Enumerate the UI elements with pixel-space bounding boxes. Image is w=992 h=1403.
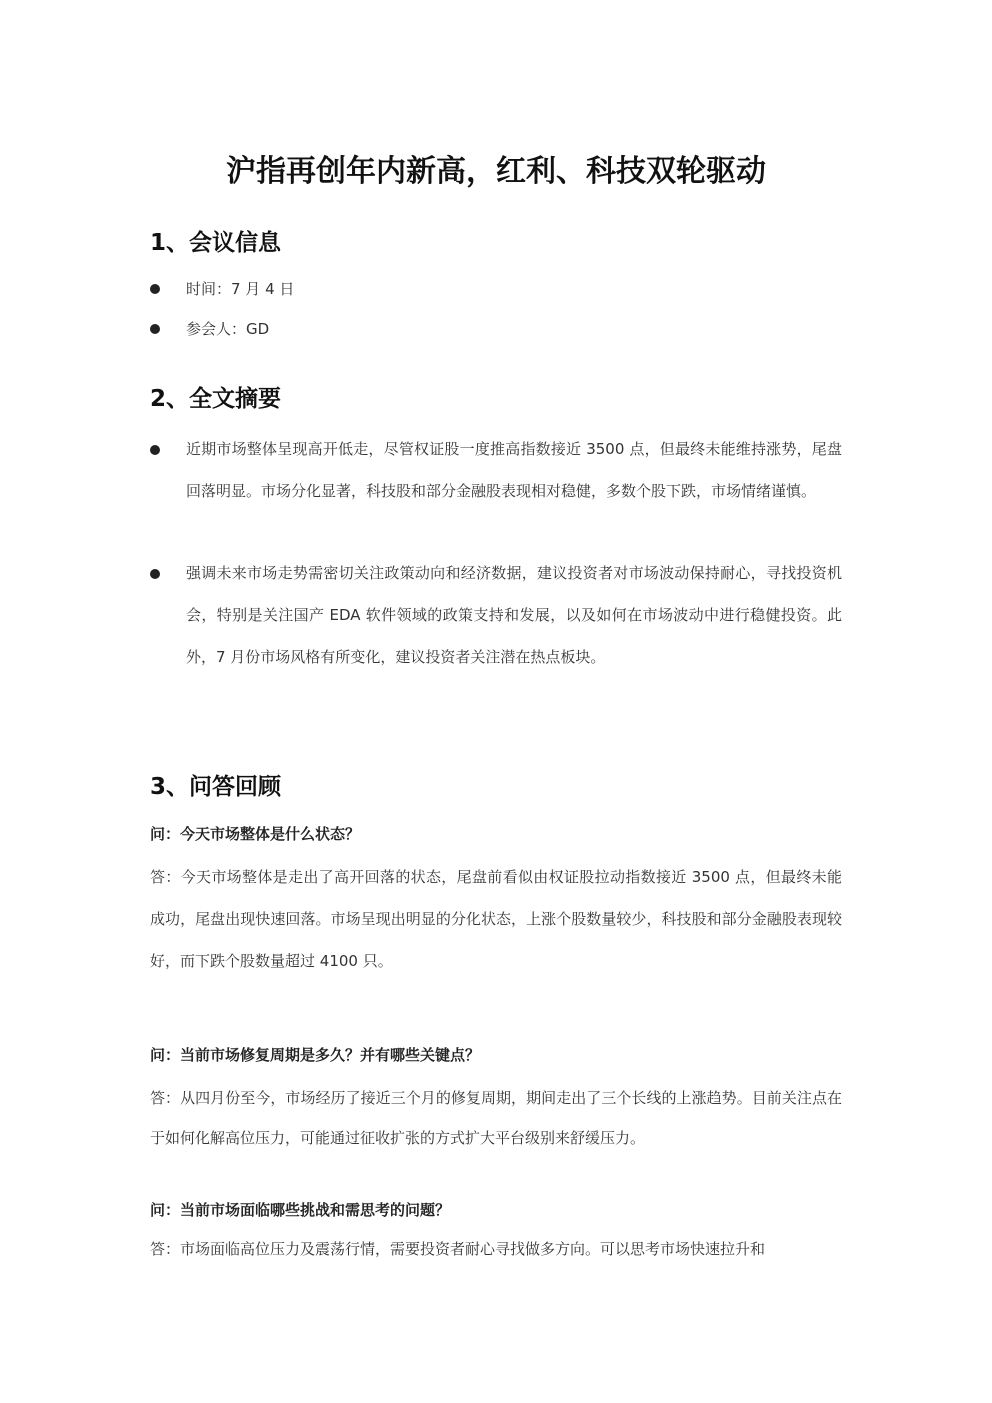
bullet-icon — [150, 284, 160, 294]
meeting-time: 时间：7 月 4 日 — [186, 280, 295, 298]
question: 问：今天市场整体是什么状态？ — [150, 825, 361, 843]
summary-paragraph: 近期市场整体呈现高开低走，尽管权证股一度推高指数接近 3500 点，但最终未能维持涨势，尾盘回落明显。市场分化显著，科技股和部分金融股表现相对稳健，多数个股下跌，市场情绪谨慎。 — [186, 440, 842, 500]
meeting-participants: 参会人：GD — [186, 320, 270, 338]
answer: 答：从四月份至今，市场经历了接近三个月的修复周期，期间走出了三个长线的上涨趋势。目前关注点在于如何化解高位压力，可能通过征收扩张的方式扩大平台级别来舒缓压力。 — [150, 1089, 842, 1147]
question: 问：当前市场修复周期是多久？并有哪些关键点？ — [150, 1046, 481, 1064]
document-title: 沪指再创年内新高，红利、科技双轮驱动 — [226, 154, 766, 189]
summary-paragraph: 强调未来市场走势需密切关注政策动向和经济数据，建议投资者对市场波动保持耐心，寻找投资机会，特别是关注国产 EDA 软件领域的政策支持和发展，以及如何在市场波动中进行稳健投资。此外，7 月份市场风格有所变化，建议投资者关注潜在热点板块。 — [186, 564, 842, 666]
answer: 答：今天市场整体是走出了高开回落的状态，尾盘前看似由权证股拉动指数接近 3500 点，但最终未能成功，尾盘出现快速回落。市场呈现出明显的分化状态，上涨个股数量较少，科技股和部分金融股表现较好，而下跌个股数量超过 4100 只。 — [150, 868, 842, 970]
bullet-icon — [150, 324, 160, 334]
bullet-icon — [150, 445, 160, 455]
section-heading-qa: 3、问答回顾 — [150, 774, 282, 800]
question: 问：当前市场面临哪些挑战和需思考的问题？ — [150, 1201, 451, 1219]
answer: 答：市场面临高位压力及震荡行情，需要投资者耐心寻找做多方向。可以思考市场快速拉升和 — [150, 1240, 766, 1258]
section-heading-meeting-info: 1、会议信息 — [150, 230, 282, 256]
section-heading-summary: 2、全文摘要 — [150, 386, 282, 412]
bullet-icon — [150, 569, 160, 579]
